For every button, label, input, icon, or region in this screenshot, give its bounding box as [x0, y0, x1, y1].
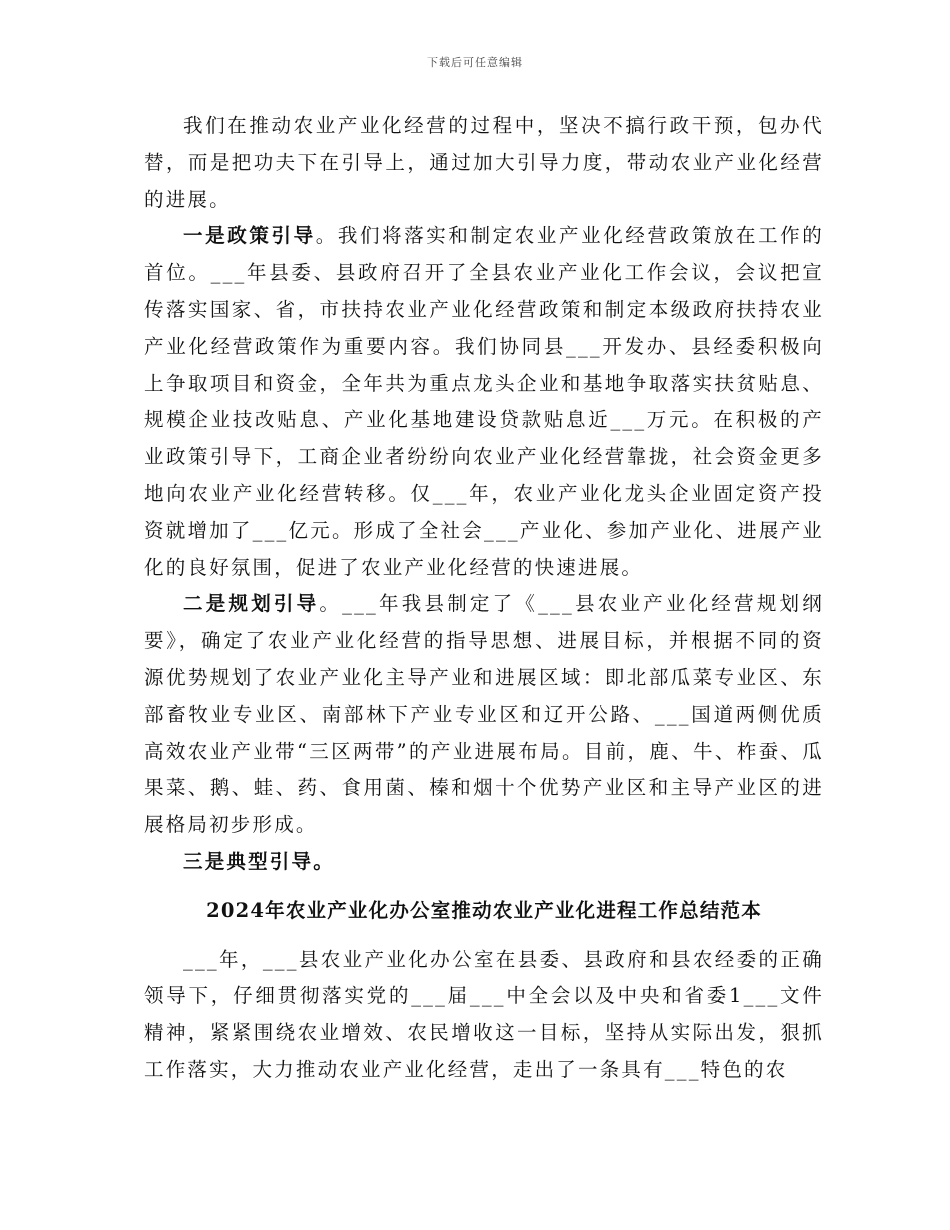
policy-guidance-heading: 一是政策引导: [183, 224, 316, 248]
paragraph-policy-guidance: [144, 218, 824, 586]
paragraph-intro: 我们在推动农业产业化经营的过程中，坚决不搞行政干预，包办代替，而是把功夫下在引导上，通过加大引导力度，带动农业产业化经营的进展。: [144, 114, 824, 211]
page-header-note: 下载后可任意编辑: [427, 56, 523, 69]
paragraph-model-guidance: [144, 844, 824, 881]
document-body: [144, 108, 824, 1089]
paragraph-planning-guidance: [144, 586, 824, 844]
paragraph-summary-opening: ___年，___县农业产业化办公室在县委、县政府和县农经委的正确领导下，仔细贯彻落实党的___届___中全会以及中央和省委1___文件精神，紧紧围绕农业增效、农民增收这一目标，坚持从实际出发，狠抓工作落实，大力推动农业产业化经营，走出了一条具有___特色的农: [144, 947, 824, 1081]
model-guidance-heading: 三是典型引导。: [183, 849, 335, 873]
planning-guidance-heading: 二是规划引导: [183, 592, 320, 616]
policy-guidance-text: 。我们将落实和制定农业产业化经营政策放在工作的首位。___年县委、县政府召开了全县农业产业化工作会议，会议把宣传落实国家、省，市扶持农业产业化经营政策和制定本级政府扶持农业产业化经营政策作为重要内容。我们协同县___开发办、县经委积极向上争取项目和资金，全年共为重点龙头企业和基地争取落实扶贫贴息、规模企业技改贴息、产业化基地建设贷款贴息近___万元。在积极的产业政策引导下，工商企业者纷纷向农业产业化经营靠拢，社会资金更多地向农业产业化经营转移。仅___年，农业产业化龙头企业固定资产投资就增加了___亿元。形成了全社会___产业化、参加产业化、进展产业化的良好氛围，促进了农业产业化经营的快速进展。: [144, 224, 825, 579]
planning-guidance-text: 。___年我县制定了《___县农业产业化经营规划纲要》，确定了农业产业化经营的指导思想、进展目标，并根据不同的资源优势规划了农业产业化主导产业和进展区域：即北部瓜菜专业区、东部畜牧业专业区、南部林下产业专业区和辽开公路、___国道两侧优质高效农业产业带“三区两带”的产业进展布局。目前，鹿、牛、柞蚕、瓜果菜、鹅、蛙、药、食用菌、榛和烟十个优势产业区和主导产业区的进展格局初步形成。: [144, 592, 824, 837]
document-title: 2024年农业产业化办公室推动农业产业化进程工作总结范本: [206, 898, 762, 922]
